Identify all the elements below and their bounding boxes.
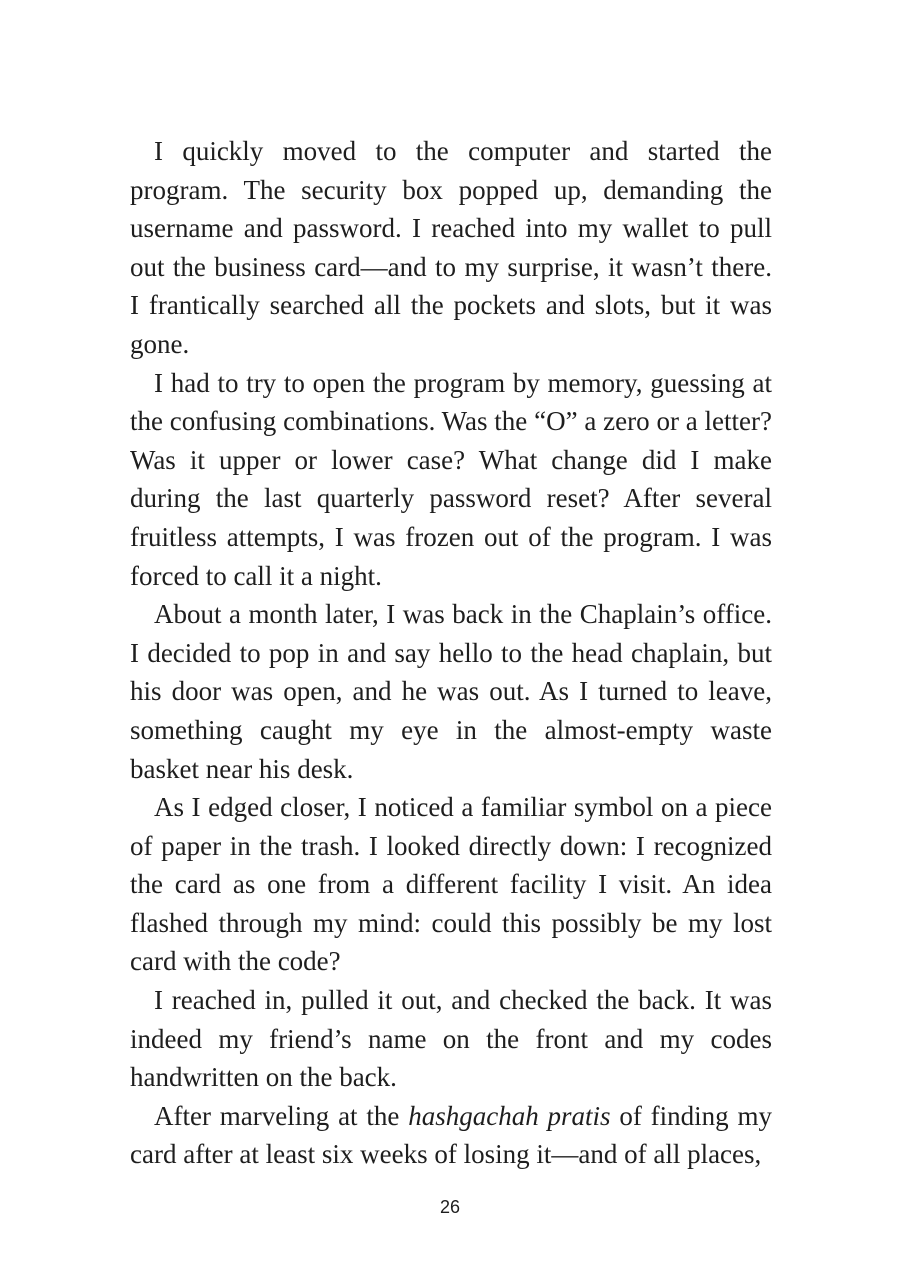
paragraph-5: I reached in, pulled it out, and checked the back. It was indeed my friend’s name on the front and my codes handwritten on the back. [130, 985, 772, 1093]
paragraph-1: I quickly moved to the computer and started the program. The security box popped up, demanding the username and password. I reached into my wallet to pull out the business card—and to my surprise, it wasn’t there. I frantically searched all the pockets and slots, but it was gone. [130, 136, 772, 359]
body-text [130, 132, 772, 1174]
page-number: 26 [439, 1197, 461, 1217]
paragraph-4: As I edged closer, I noticed a familiar symbol on a piece of paper in the trash. I looked directly down: I recognized the card as one from a different facility I visit. An idea flashed through my mind: could this possibly be my lost card with the code? [130, 792, 772, 977]
paragraph-2: I had to try to open the program by memory, guessing at the confusing combinations. Was the “O” a zero or a letter? Was it upper or lower case? What change did I make during the last quarterly password reset? After several fruitless attempts, I was frozen out of the program. I was forced to call it a night. [130, 367, 772, 591]
paragraph-6-end: of finding my card after at least six weeks of losing it—and of all places, [130, 1100, 773, 1170]
italic-phrase: hashgachah pratis [408, 1100, 611, 1131]
paragraph-6 [130, 1097, 772, 1174]
paragraph-6-start: After marveling at the [154, 1100, 409, 1131]
paragraph-3: About a month later, I was back in the Chaplain’s office. I decided to pop in and say hello to the head chaplain, but his door was open, and he was out. As I turned to leave, something caught my eye in the almost-empty waste basket near his desk. [130, 599, 772, 784]
